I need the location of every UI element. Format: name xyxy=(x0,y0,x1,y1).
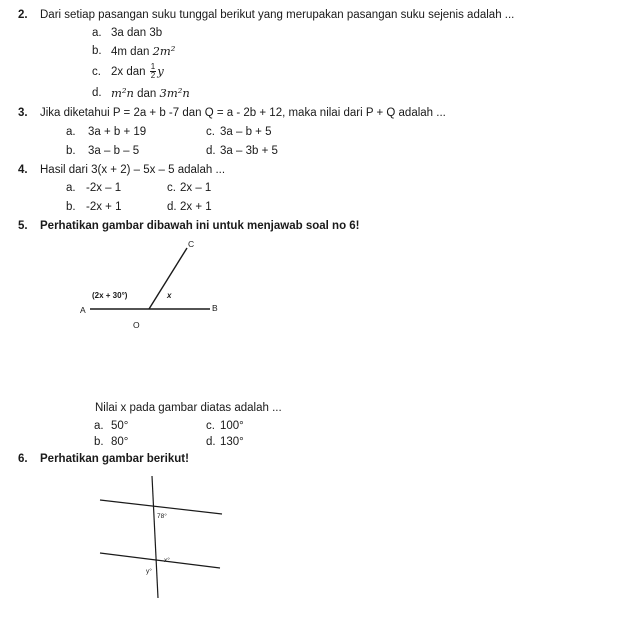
q5-question: Nilai x pada gambar diatas adalah ... xyxy=(95,402,282,414)
label-o: O xyxy=(133,320,140,330)
label-c: C xyxy=(188,239,195,249)
q5-text: Perhatikan gambar dibawah ini untuk menjawab soal no 6! xyxy=(40,220,360,232)
q2-option-d-math2: 3m²n xyxy=(159,86,190,100)
q3-text: Jika diketahui P = 2a + b -7 dan Q = a - 2b + 12, maka nilai dari P + Q adalah ... xyxy=(40,107,446,119)
q3-option-a: 3a + b + 19 xyxy=(88,126,147,138)
q5-number: 5. xyxy=(18,220,28,232)
q2-option-a-label: a. xyxy=(92,27,102,39)
q3-option-b-label: b. xyxy=(66,145,76,157)
q5-option-d: 130° xyxy=(220,436,244,448)
q3-option-b: 3a – b – 5 xyxy=(88,145,140,157)
q2-option-b-label: b. xyxy=(92,45,102,57)
q5-option-d-label: d. xyxy=(206,436,216,448)
q2-option-c-pre: 2x dan xyxy=(111,66,149,78)
q3-option-d-label: d. xyxy=(206,145,216,157)
label-b: B xyxy=(212,303,218,313)
q4-option-d: 2x + 1 xyxy=(180,201,212,213)
q5-option-b: 80° xyxy=(111,436,129,448)
q4-option-d-label: d. xyxy=(167,201,177,213)
q4-option-c: 2x – 1 xyxy=(180,182,212,194)
q4-option-c-label: c. xyxy=(167,182,176,194)
q2-option-d-mid: dan xyxy=(133,88,160,100)
q2-option-c-label: c. xyxy=(92,66,101,78)
q2-option-c-var: y xyxy=(157,64,164,78)
angle-y-label: y° xyxy=(146,568,152,575)
q3-option-a-label: a. xyxy=(66,126,76,138)
parallel-line-top xyxy=(100,500,222,514)
q2-text: Dari setiap pasangan suku tunggal berikut yang merupakan pasangan suku sejenis adalah ... xyxy=(40,9,515,21)
angle-right-label: x xyxy=(167,291,172,300)
q5-option-b-label: b. xyxy=(94,436,104,448)
q3-option-c: 3a – b + 5 xyxy=(220,126,272,138)
q6-number: 6. xyxy=(18,453,28,465)
q2-option-b-math: 2m² xyxy=(152,44,176,58)
q4-option-b-label: b. xyxy=(66,201,76,213)
q2-option-c-fraction: $\frac{1}{2}$ xyxy=(150,62,156,81)
q5-option-c: 100° xyxy=(220,420,244,432)
q4-text: Hasil dari 3(x + 2) – 5x – 5 adalah ... xyxy=(40,164,226,176)
q5-option-c-label: c. xyxy=(206,420,215,432)
q5-option-a-label: a. xyxy=(94,420,104,432)
q4-number: 4. xyxy=(18,164,28,176)
q2-option-d-math1: m²n xyxy=(111,86,134,100)
angle-x-label: x° xyxy=(164,557,170,564)
q2-option-a: 3a dan 3b xyxy=(111,27,163,39)
q5-option-a: 50° xyxy=(111,420,129,432)
q2-number: 2. xyxy=(18,9,28,21)
q4-option-a: -2x – 1 xyxy=(86,182,122,194)
transversal-line xyxy=(152,476,158,598)
q3-option-d: 3a – 3b + 5 xyxy=(220,145,278,157)
parallel-line-bottom xyxy=(100,553,220,568)
q6-text: Perhatikan gambar berikut! xyxy=(40,453,189,465)
q3-option-c-label: c. xyxy=(206,126,215,138)
angle-left-label: (2x + 30°) xyxy=(92,291,128,300)
q4-option-b: -2x + 1 xyxy=(86,201,122,213)
q2-option-b-pre: 4m dan xyxy=(111,46,153,58)
q4-option-a-label: a. xyxy=(66,182,76,194)
angle-78-label: 78° xyxy=(157,513,167,520)
label-a: A xyxy=(80,305,86,315)
q3-number: 3. xyxy=(18,107,28,119)
q2-option-d-label: d. xyxy=(92,87,102,99)
